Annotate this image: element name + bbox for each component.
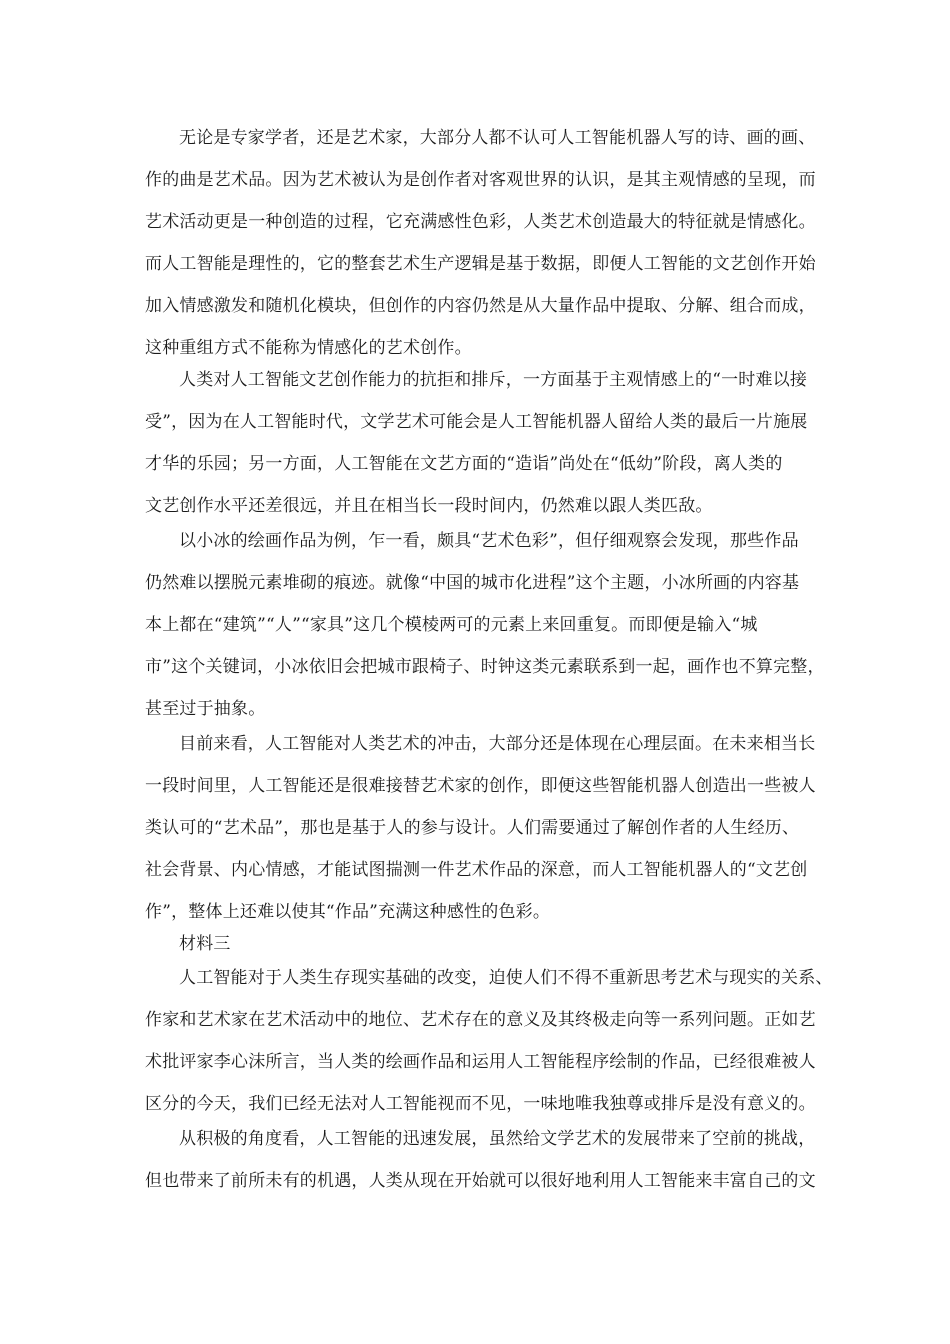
section-heading: 材料三	[179, 934, 231, 954]
text-line: 市”这个关键词，小冰依旧会把城市跟椅子、时钟这类元素联系到一起，画作也不算完整，	[145, 657, 825, 677]
text-line: 文艺创作水平还差很远，并且在相当长一段时间内，仍然难以跟人类匹敌。	[145, 496, 713, 516]
text-line: 加入情感激发和随机化模块，但创作的内容仍然是从大量作品中提取、分解、组合而成，	[145, 296, 816, 316]
text-line: 一段时间里，人工智能还是很难接替艺术家的创作，即便这些智能机器人创造出一些被人	[145, 776, 816, 796]
text-line: 而人工智能是理性的，它的整套艺术生产逻辑是基于数据，即便人工智能的文艺创作开始	[145, 254, 816, 274]
text-line: 但也带来了前所未有的机遇，人类从现在开始就可以很好地利用人工智能来丰富自己的文	[145, 1171, 816, 1191]
text-line: 无论是专家学者，还是艺术家，大部分人都不认可人工智能机器人写的诗、画的画、	[179, 128, 816, 148]
text-line: 作”，整体上还难以使其“作品”充满这种感性的色彩。	[145, 902, 551, 922]
text-line: 社会背景、内心情感，才能试图揣测一件艺术作品的深意，而人工智能机器人的“文艺创	[145, 860, 808, 880]
text-line: 艺术活动更是一种创造的过程，它充满感性色彩，人类艺术创造最大的特征就是情感化。	[145, 212, 816, 232]
text-line: 受”，因为在人工智能时代，文学艺术可能会是人工智能机器人留给人类的最后一片施展	[145, 412, 808, 432]
text-line: 术批评家李心沫所言，当人类的绘画作品和运用人工智能程序绘制的作品，已经很难被人	[145, 1052, 816, 1072]
text-line: 仍然难以摆脱元素堆砌的痕迹。就像“中国的城市化进程”这个主题，小冰所画的内容基	[145, 573, 800, 593]
text-line: 这种重组方式不能称为情感化的艺术创作。	[145, 338, 472, 358]
text-line: 才华的乐园；另一方面，人工智能在文艺方面的“造诣”尚处在“低幼”阶段，离人类的	[145, 454, 783, 474]
text-line: 从积极的角度看，人工智能的迅速发展，虽然给文学艺术的发展带来了空前的挑战，	[179, 1129, 816, 1149]
text-line: 人类对人工智能文艺创作能力的抗拒和排斥，一方面基于主观情感上的“一时难以接	[179, 370, 808, 390]
text-line: 人工智能对于人类生存现实基础的改变，迫使人们不得不重新思考艺术与现实的关系、	[179, 968, 833, 988]
text-line: 区分的今天，我们已经无法对人工智能视而不见，一味地唯我独尊或排斥是没有意义的。	[145, 1094, 816, 1114]
text-line: 甚至过于抽象。	[145, 699, 266, 719]
text-line: 作的曲是艺术品。因为艺术被认为是创作者对客观世界的认识，是其主观情感的呈现，而	[145, 170, 816, 190]
text-line: 作家和艺术家在艺术活动中的地位、艺术存在的意义及其终极走向等一系列问题。正如艺	[145, 1010, 816, 1030]
text-line: 以小冰的绘画作品为例，乍一看，颇具“艺术色彩”，但仔细观察会发现，那些作品	[179, 531, 799, 551]
text-line: 本上都在“建筑”“人”“家具”这几个模棱两可的元素上来回重复。而即便是输入“城	[145, 615, 758, 635]
text-line: 类认可的“艺术品”，那也是基于人的参与设计。人们需要通过了解创作者的人生经历、	[145, 818, 800, 838]
text-line: 目前来看，人工智能对人类艺术的冲击，大部分还是体现在心理层面。在未来相当长	[179, 734, 816, 754]
